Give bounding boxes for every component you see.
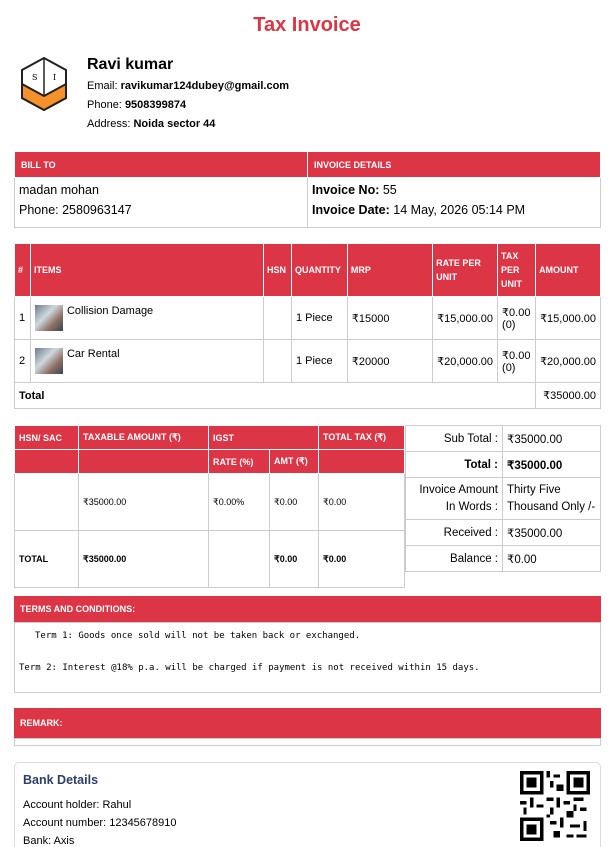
terms-header: TERMS AND CONDITIONS: (14, 596, 601, 622)
tax-total-label: TOTAL (15, 531, 79, 588)
col-quantity: QUANTITY (291, 244, 347, 297)
remark-section (14, 708, 601, 746)
logo-letter-s: S (32, 73, 38, 82)
term-2: Term 2: Interest @18% p.a. will be charged if payment is not received within 15 days. (19, 663, 480, 673)
bill-to-table (14, 151, 601, 228)
words-label: Invoice Amount In Words : (406, 478, 503, 520)
col-tax: TAX PER UNIT (498, 244, 536, 297)
summary-table (405, 425, 601, 572)
tax-amt: ₹0.00 (270, 474, 319, 531)
bank-details (14, 762, 601, 847)
invoice-number: Invoice No: 55 (312, 183, 397, 197)
total-label: Total : (406, 452, 503, 478)
tax-col-hsn: HSN/ SAC (15, 426, 79, 450)
item-mrp: ₹15000 (347, 297, 432, 340)
bank-account-number: Account number: 12345678910 (23, 817, 177, 829)
bill-to-header: BILL TO (15, 152, 308, 178)
tax-total-row (15, 531, 405, 588)
row-number: 1 (15, 297, 31, 340)
item-qty: 1 Piece (291, 340, 347, 383)
item-tax: ₹0.00 (0) (498, 340, 536, 383)
items-table (14, 243, 601, 409)
item-rate: ₹20,000.00 (433, 340, 498, 383)
tax-hsn (15, 474, 79, 531)
subtotal-value: ₹35000.00 (503, 426, 601, 452)
remark-header: REMARK: (14, 708, 601, 738)
balance-value: ₹0.00 (503, 546, 601, 572)
total-value: ₹35000.00 (503, 452, 601, 478)
customer-phone: Phone: 2580963147 (19, 203, 132, 217)
terms-section (14, 596, 601, 693)
tax-table (14, 425, 405, 588)
table-row (15, 340, 601, 383)
item-amount: ₹15,000.00 (536, 297, 601, 340)
bank-title: Bank Details (23, 773, 99, 787)
qr-code-icon (520, 771, 590, 841)
item-qty: 1 Piece (291, 297, 347, 340)
item-amount: ₹20,000.00 (536, 340, 601, 383)
item-tax: ₹0.00 (0) (498, 297, 536, 340)
invoice-title: Tax Invoice (253, 14, 361, 36)
received-value: ₹35000.00 (503, 520, 601, 546)
words-value: Thirty Five Thousand Only /- (503, 478, 601, 520)
col-mrp: MRP (347, 244, 432, 297)
remark-body (14, 738, 601, 746)
tax-total-total: ₹0.00 (319, 531, 405, 588)
tax-total-amt: ₹0.00 (270, 531, 319, 588)
items-total-amount: ₹35000.00 (536, 383, 601, 409)
seller-info (87, 56, 289, 137)
item-thumbnail (35, 305, 63, 331)
tax-col-total: TOTAL TAX (₹) (319, 426, 405, 450)
bank-holder: Account holder: Rahul (23, 799, 132, 811)
item-hsn (263, 297, 291, 340)
item-hsn (263, 340, 291, 383)
company-logo (20, 56, 68, 112)
col-rate: RATE PER UNIT (433, 244, 498, 297)
col-no: # (15, 244, 31, 297)
tax-total-taxable: ₹35000.00 (79, 531, 209, 588)
tax-total: ₹0.00 (319, 474, 405, 531)
logo-letter-i: I (53, 73, 57, 82)
item-rate: ₹15,000.00 (433, 297, 498, 340)
tax-col-amt: AMT (₹) (270, 450, 319, 474)
tax-col-taxable: TAXABLE AMOUNT (₹) (79, 426, 209, 450)
row-number: 2 (15, 340, 31, 383)
seller-phone: Phone: 9508399874 (87, 99, 187, 111)
invoice-details-header: INVOICE DETAILS (308, 152, 601, 178)
item-cell (30, 297, 263, 340)
subtotal-label: Sub Total : (406, 426, 503, 452)
items-total-row (15, 383, 601, 409)
table-row (15, 297, 601, 340)
item-thumbnail (35, 348, 63, 374)
bill-to-cell (15, 178, 308, 228)
bank-name: Bank: Axis (23, 835, 75, 847)
seller-address: Address: Noida sector 44 (87, 118, 216, 130)
items-total-label: Total (15, 383, 536, 409)
balance-label: Balance : (406, 546, 503, 572)
item-name: Collision Damage (66, 305, 154, 317)
col-items: ITEMS (30, 244, 263, 297)
item-mrp: ₹20000 (347, 340, 432, 383)
tax-total-rate (209, 531, 270, 588)
terms-body (14, 622, 601, 693)
item-cell (30, 340, 263, 383)
received-label: Received : (406, 520, 503, 546)
seller-name: Ravi kumar (87, 56, 174, 73)
tax-col-igst: IGST (209, 426, 319, 450)
tax-col-rate: RATE (%) (209, 450, 270, 474)
term-1: Term 1: Goods once sold will not be taken back or exchanged. (35, 631, 361, 641)
customer-name: madan mohan (19, 183, 99, 197)
invoice-details-cell (308, 178, 601, 228)
col-hsn: HSN (263, 244, 291, 297)
tax-taxable: ₹35000.00 (79, 474, 209, 531)
seller-email: Email: ravikumar124dubey@gmail.com (87, 80, 290, 92)
tax-rate: ₹0.00% (209, 474, 270, 531)
tax-row (15, 474, 405, 531)
col-amount: AMOUNT (536, 244, 601, 297)
item-name: Car Rental (66, 348, 120, 360)
invoice-date: Invoice Date: 14 May, 2026 05:14 PM (312, 203, 526, 217)
